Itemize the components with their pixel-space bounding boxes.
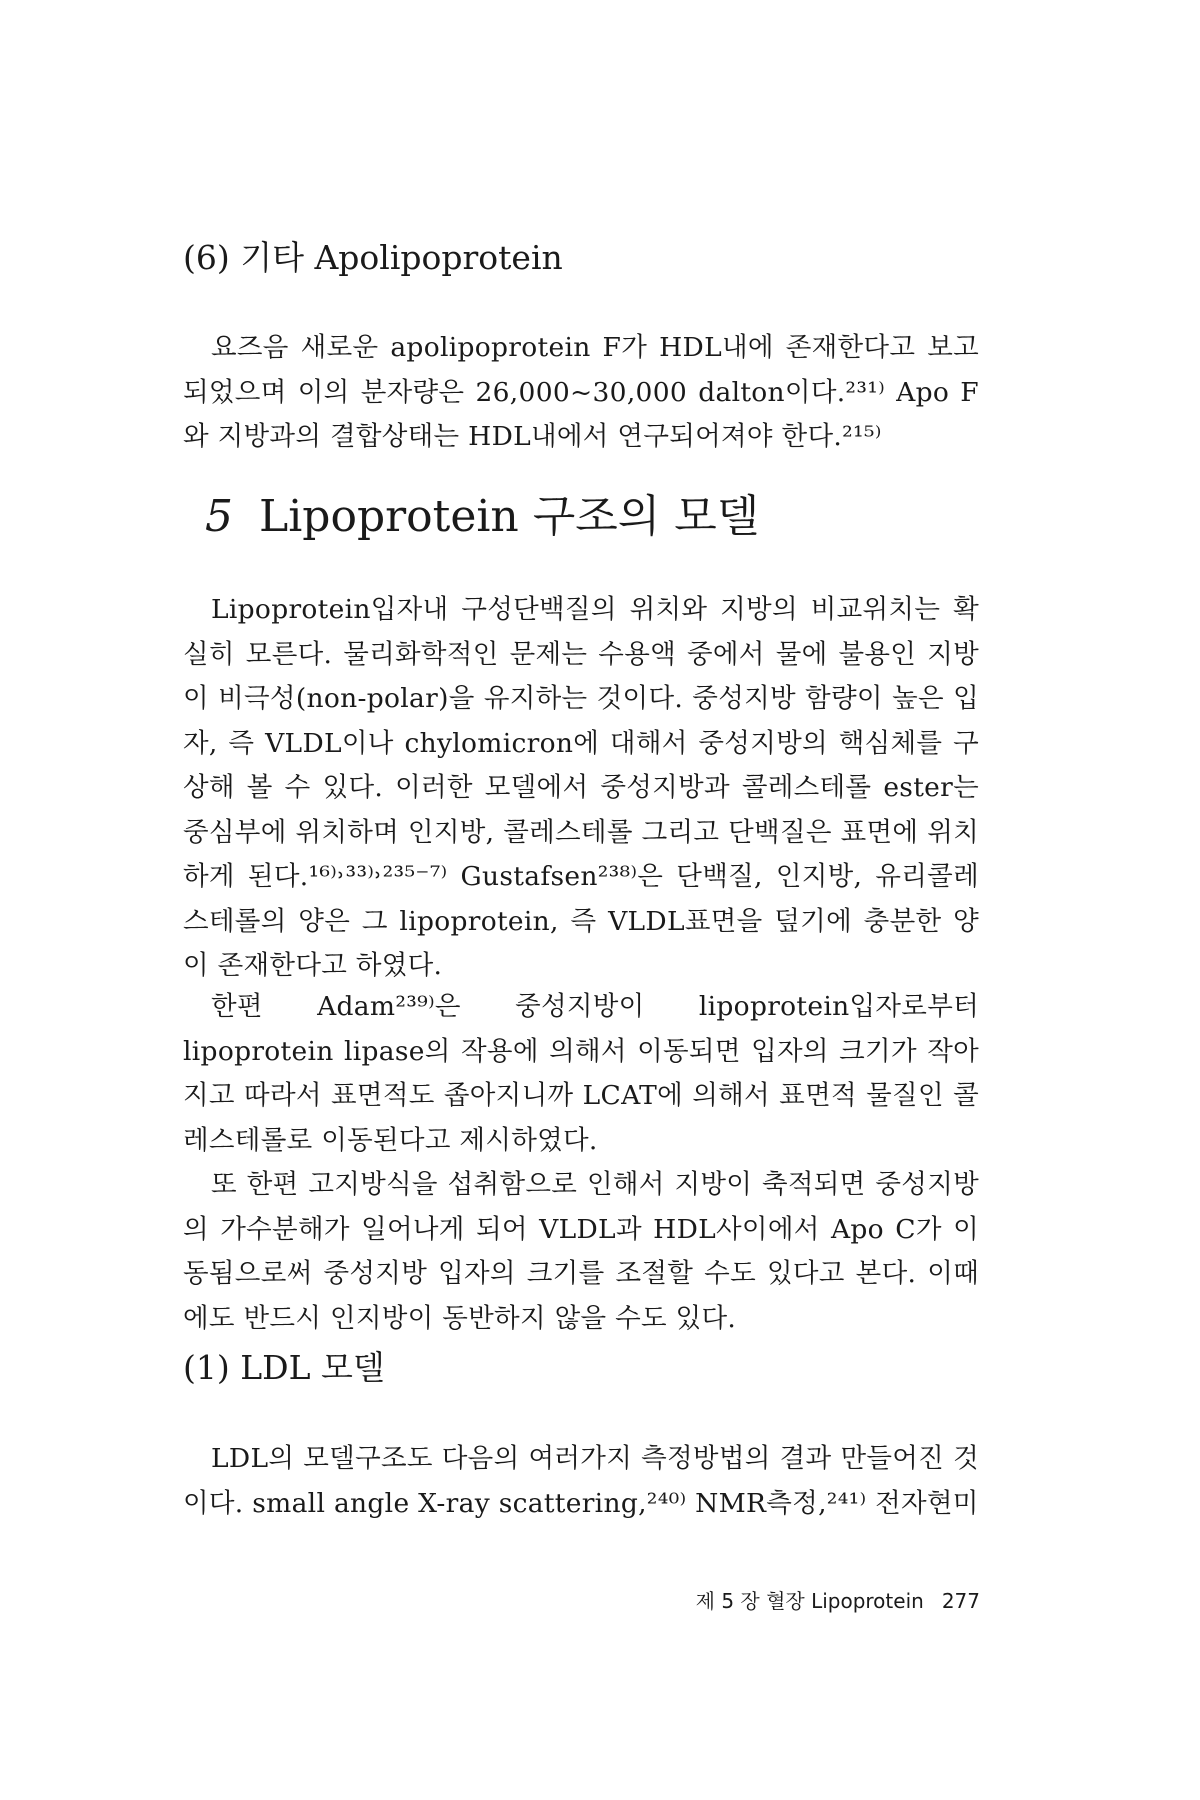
- running-title: 제 5 장 혈장 Lipoprotein: [695, 1589, 924, 1613]
- section-1-paragraph: LDL의 모델구조도 다음의 여러가지 측정방법의 결과 만들어진 것이다. small angle X-ray scattering,²⁴⁰⁾ NMR측정,²⁴¹⁾ 전자현미: [183, 1443, 979, 1519]
- body-paragraph-3: 또 한편 고지방식을 섭취함으로 인해서 지방이 축적되면 중성지방의 가수분해가 일어나게 되어 VLDL과 HDL사이에서 Apo C가 이동됨으로써 중성지방 입자의 크기를 조절할 수도 있다고 본다. 이때에도 반드시 인지방이 동반하지 않을 수도 있다.: [183, 1169, 979, 1334]
- body-paragraph-2: 한편 Adam²³⁹⁾은 중성지방이 lipoprotein입자로부터 lipoprotein lipase의 작용에 의해서 이동되면 입자의 크기가 작아지고 따라서 표면적도 좁아지니까 LCAT에 의해서 표면적 물질인 콜레스테롤로 이동된다고 제시하였다.: [183, 991, 979, 1156]
- body-paragraph-1: Lipoprotein입자내 구성단백질의 위치와 지방의 비교위치는 확실히 모른다. 물리화학적인 문제는 수용액 중에서 물에 불용인 지방이 비극성(non-polar)을 유지하는 것이다. 중성지방 함량이 높은 입자, 즉 VLDL이나 chylomicron에 대해서 중성지방의 핵심체를 구상해 볼 수 있다. 이러한 모델에서 중성지방과 콜레스테롤 ester는 중심부에 위치하며 인지방, 콜레스테롤 그리고 단백질은 표면에 위치하게 된다.¹⁶⁾˒³³⁾˒²³⁵⁻⁷⁾ Gustafsen²³⁸⁾은 단백질, 인지방, 유리콜레스테롤의 양은 그 lipoprotein, 즉 VLDL표면을 덮기에 충분한 양이 존재한다고 하였다.: [183, 594, 979, 981]
- section-6-heading: (6) 기타 Apolipoprotein: [183, 238, 563, 277]
- page-number: 277: [941, 1589, 980, 1613]
- chapter-title: Lipoprotein 구조의 모델: [259, 491, 760, 542]
- chapter-heading: [205, 490, 759, 544]
- page-footer: [585, 1588, 980, 1614]
- section-1-heading: (1) LDL 모델: [183, 1348, 385, 1387]
- section-6-paragraph: 요즈음 새로운 apolipoprotein F가 HDL내에 존재한다고 보고되었으며 이의 분자량은 26,000~30,000 dalton이다.²³¹⁾ Apo F와 지방과의 결합상태는 HDL내에서 연구되어져야 한다.²¹⁵⁾: [183, 332, 979, 452]
- chapter-number: 5: [205, 491, 233, 542]
